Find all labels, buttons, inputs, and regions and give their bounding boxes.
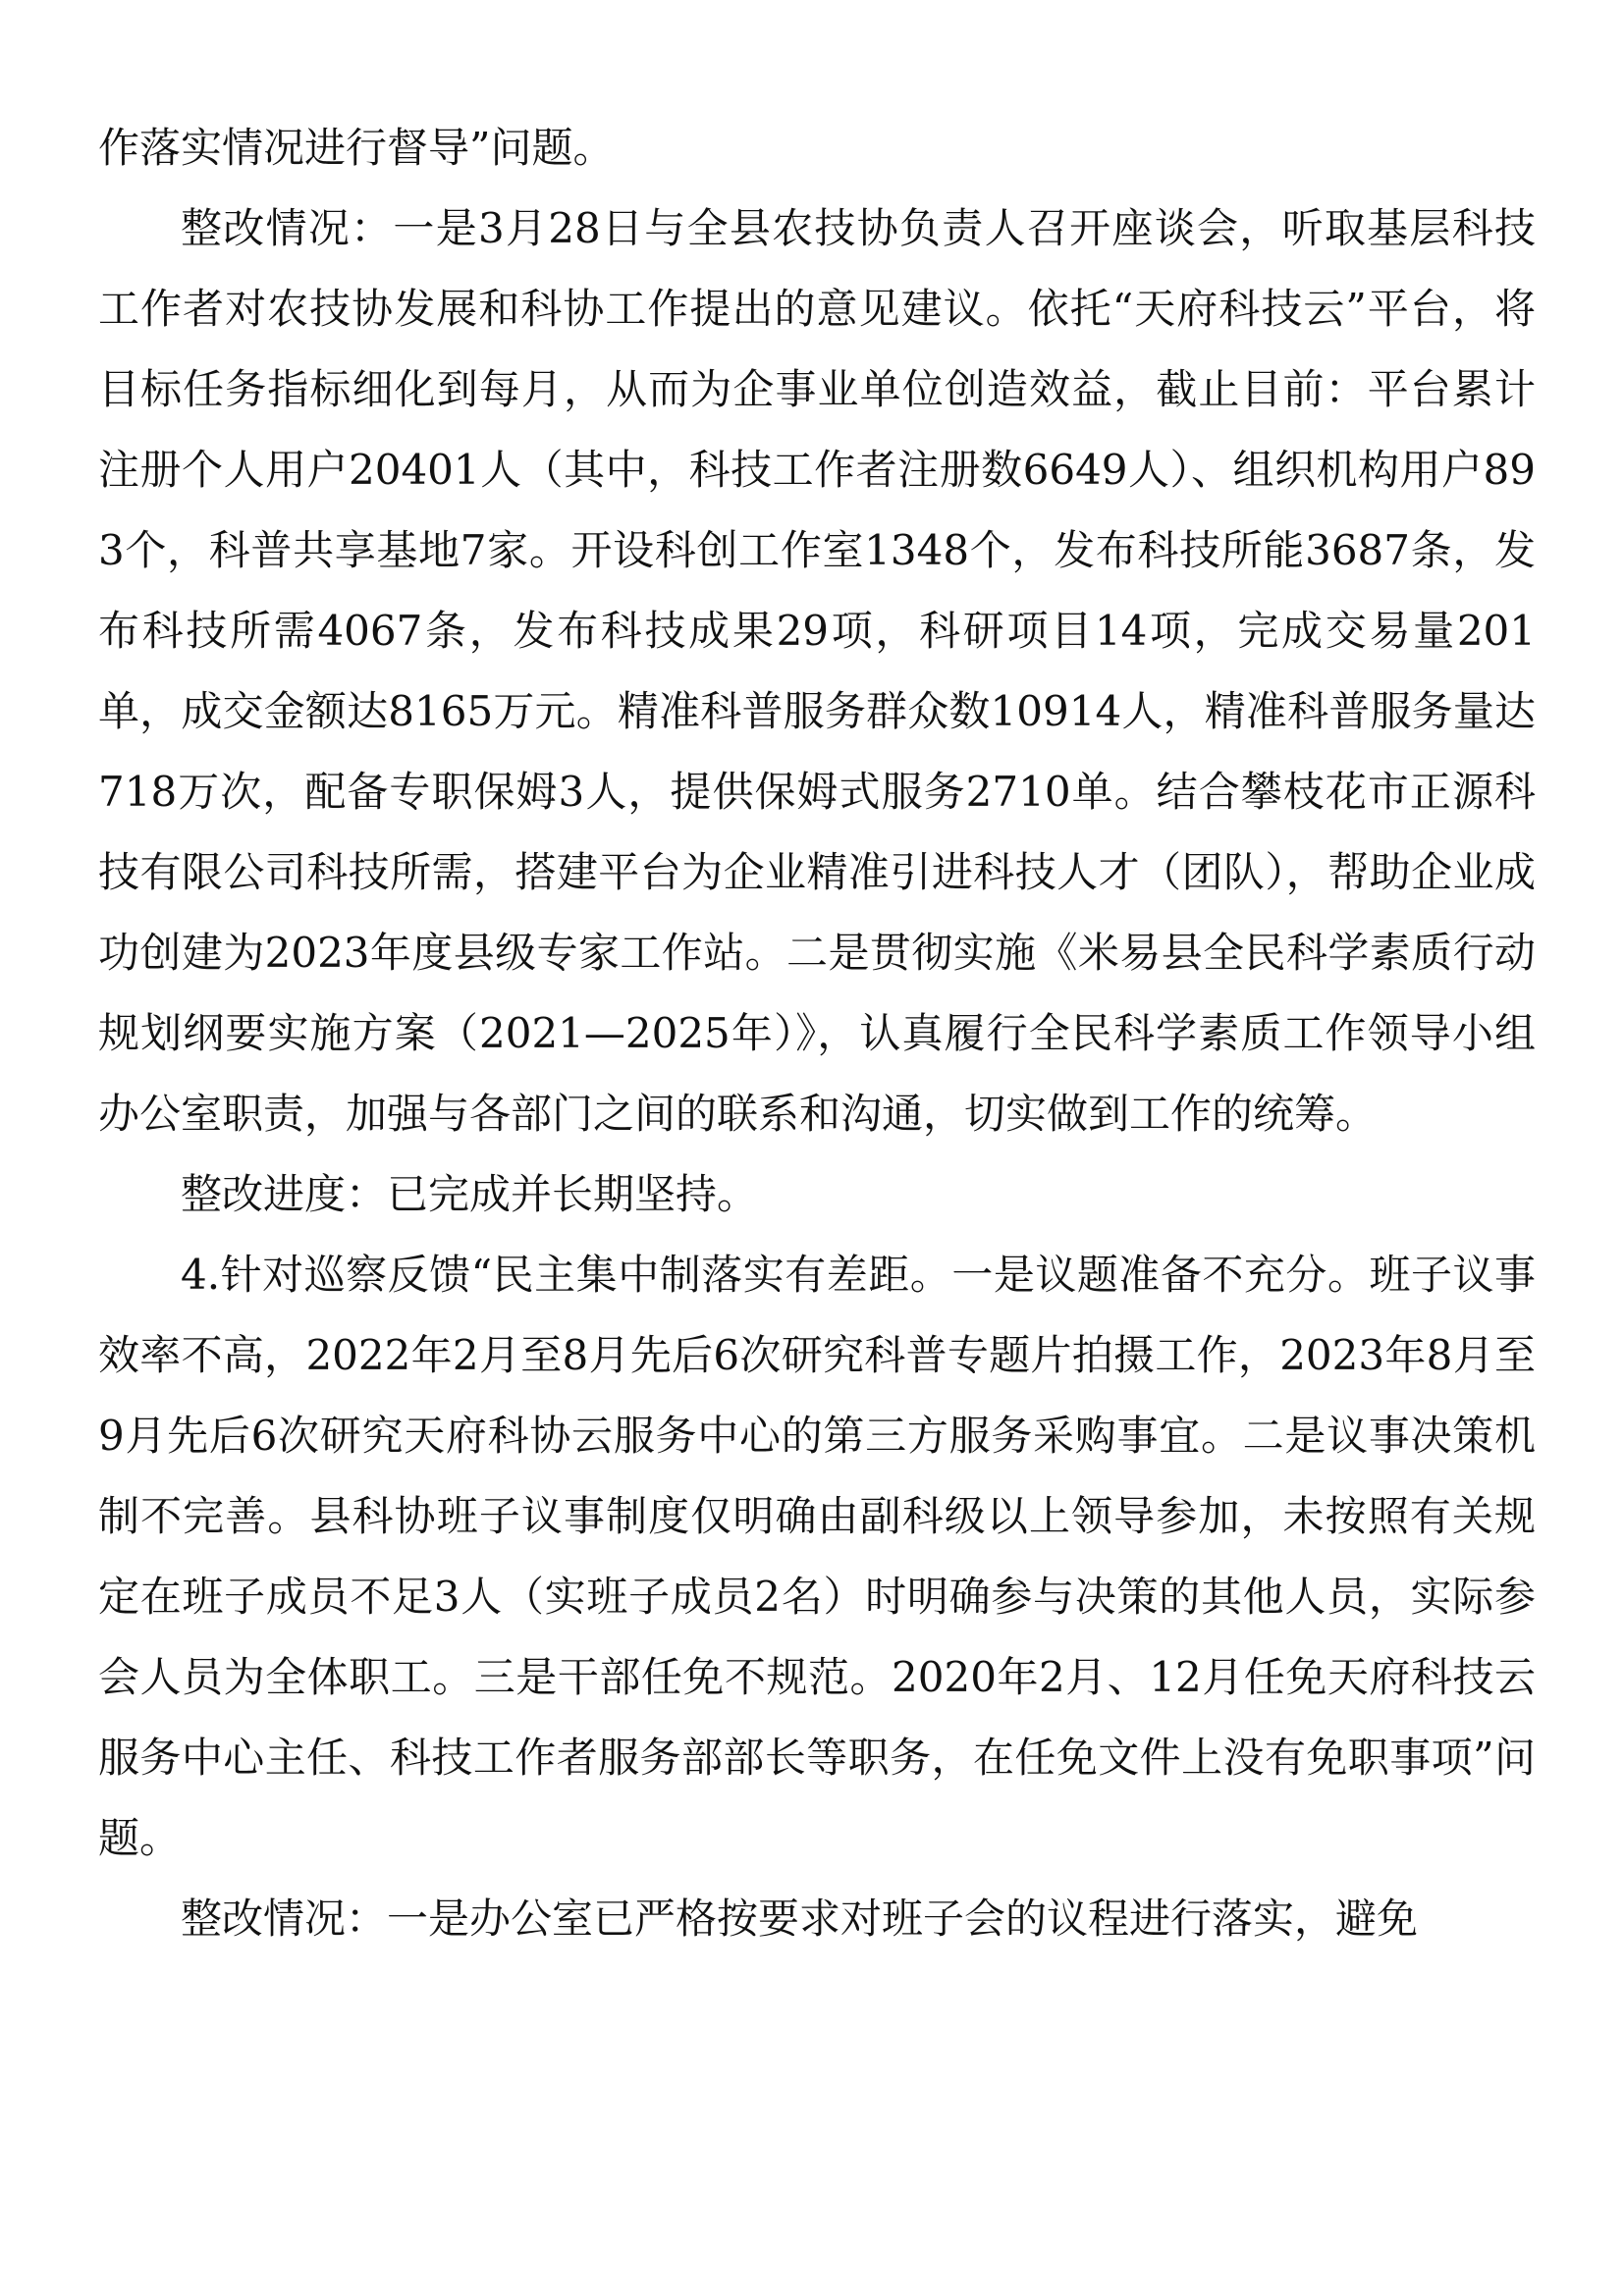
paragraph-rectification-progress: 整改进度：已完成并长期坚持。 — [181, 1170, 759, 1218]
paragraph-rectification-status-1: 整改情况：一是3月28日与全县农技协负责人召开座谈会，听取基层科技工作者对农技协发展和科协工作提出的意见建议。依托“天府科技云”平台，将目标任务指标细化到每月，从而为企事业单位创造效益，截止目前：平台累计注册个人用户20401人（其中，科技工作者注册数6649人）、组织机构用户893个，科普共享基地7家。开设科创工作室1348个，发布科技所能3687条，发布科技所需4067条，发布科技成果29项，科研项目14项，完成交易量201单，成交金额达8165万元。精准科普服务群众数10914人，精准科普服务量达718万次，配备专职保姆3人，提供保姆式服务2710单。结合攀枝花市正源科技有限公司科技所需，搭建平台为企业精准引进科技人才（团队），帮助企业成功创建为2023年度县级专家工作站。二是贯彻实施《米易县全民科学素质行动规划纲要实施方案（2021—2025年）》，认真履行全民科学素质工作领导小组办公室职责，加强与各部门之间的联系和沟通，切实做到工作的统筹。 — [98, 204, 1536, 1138]
paragraph-continuation: 作落实情况进行督导”问题。 — [98, 124, 615, 172]
paragraph-rectification-status-2: 整改情况：一是办公室已严格按要求对班子会的议程进行落实，避免 — [181, 1895, 1419, 1943]
document-body — [98, 108, 1536, 1959]
paragraph-item-4-feedback: 4.针对巡察反馈“民主集中制落实有差距。一是议题准备不充分。班子议事效率不高，2022年2月至8月先后6次研究科普专题片拍摄工作，2023年8月至9月先后6次研究天府科协云服务中心的第三方服务采购事宜。二是议事决策机制不完善。县科协班子议事制度仅明确由副科级以上领导参加，未按照有关规定在班子成员不足3人（实班子成员2名）时明确参与决策的其他人员，实际参会人员为全体职工。三是干部任免不规范。2020年2月、12月任免天府科技云服务中心主任、科技工作者服务部部长等职务，在任免文件上没有免职事项”问题。 — [98, 1251, 1536, 1862]
